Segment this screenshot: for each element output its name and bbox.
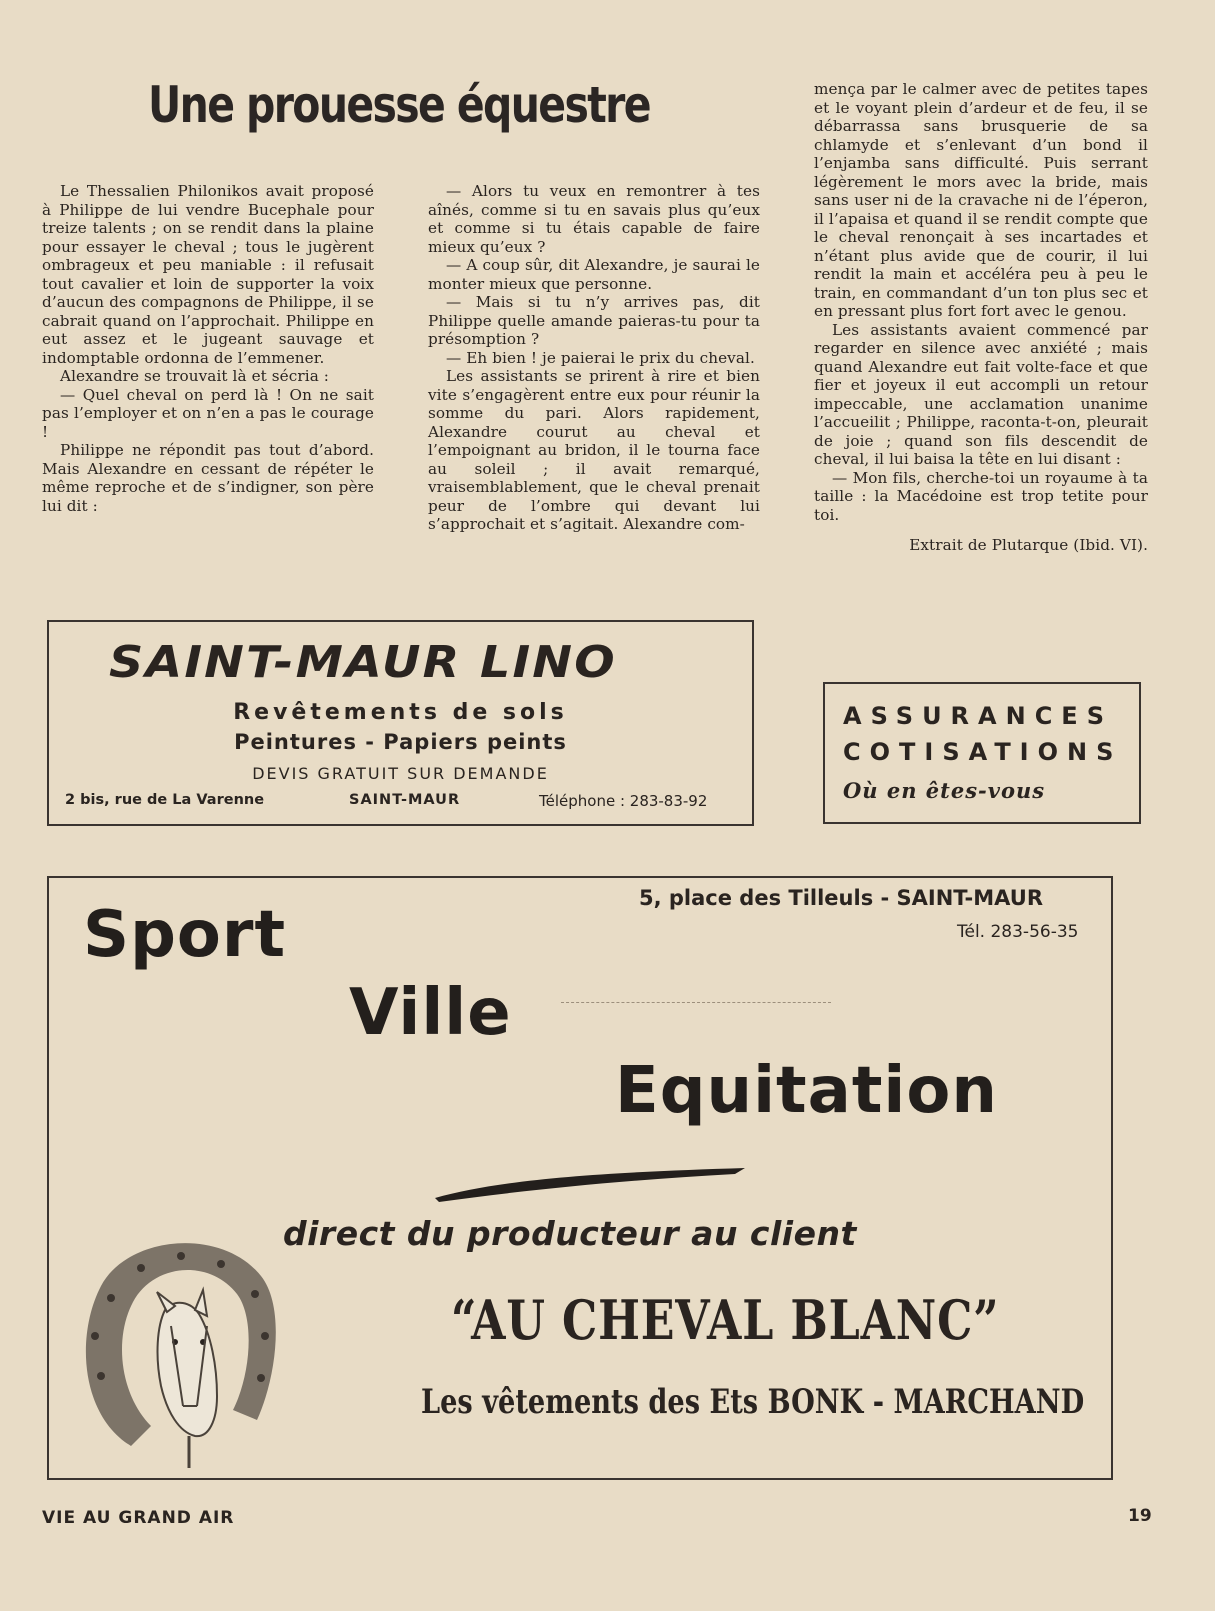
paragraph: Philippe ne répondit pas tout d’abord. Mais Alexandre en cessant de répéter le même reproche et de s’indigner, son père lui dit : <box>42 441 374 515</box>
decorative-dashed-line <box>561 1002 831 1003</box>
ad-assurances-line2: COTISATIONS <box>843 738 1123 766</box>
article-credit: Extrait de Plutarque (Ibid. VI). <box>909 536 1148 554</box>
article-column-2 <box>428 182 760 534</box>
paragraph: — A coup sûr, dit Alexandre, je saurai le monter mieux que personne. <box>428 256 760 293</box>
paragraph: Le Thessalien Philonikos avait proposé à Philippe de lui vendre Bucephale pour treize talents ; on se rendit dans la plaine pour essayer le cheval ; tous le jugèrent ombrageux et peu maniable : il refusait tout cavalier et loin de supporter la voix d’aucun des compagnons de Philippe, il se cabrait quand on l’approchait. Philippe en eut assez et le jugeant sauvage et indomptable ordonna de l’emmener. <box>42 182 374 367</box>
paragraph: Les assistants se prirent à rire et bien vite s’engagèrent entre eux pour réunir la somme du pari. Alors rapidement, Alexandre courut au cheval et l’empoignant au bridon, il le tourna face au soleil ; il avait remarqué, vraisemblablement, que le cheval prenait peur de l’ombre qui devant lui s’approchait et s’agitait. Alexandre com- <box>428 367 760 533</box>
paragraph: — Mais si tu n’y arrives pas, dit Philippe quelle amande paieras-tu pour ta présomption ? <box>428 293 760 348</box>
ad-sport-phone: Tél. 283-56-35 <box>957 922 1079 942</box>
paragraph: — Alors tu veux en remontrer à tes aînés, comme si tu en savais plus qu’eux et comme si tu étais capable de faire mieux qu’eux ? <box>428 182 760 256</box>
ad-lino-line2: Peintures - Papiers peints <box>234 730 567 754</box>
paragraph: — Quel cheval on perd là ! On ne sait pas l’employer et on n’en a pas le courage ! <box>42 385 374 441</box>
ad-word-sport: Sport <box>83 898 287 972</box>
ad-saint-maur-lino <box>47 620 754 826</box>
swoosh-icon <box>435 1168 745 1202</box>
ad-assurances-line1: ASSURANCES <box>843 702 1113 730</box>
ad-word-equitation: Equitation <box>615 1054 998 1128</box>
ad-lino-phone: Téléphone : 283-83-92 <box>539 792 708 810</box>
article-column-3 <box>814 80 1148 555</box>
footer-page-number: 19 <box>1128 1506 1152 1526</box>
ad-assurances-line3: Où en êtes-vous <box>843 778 1046 803</box>
paragraph: — Mon fils, cherche-toi un royaume à ta taille : la Macédoine est trop tetite pour toi. <box>814 468 1148 524</box>
paragraph: — Eh bien ! je paierai le prix du cheval. <box>446 348 755 367</box>
ad-lino-address: 2 bis, rue de La Varenne <box>65 792 265 808</box>
article-column-1 <box>42 182 374 515</box>
ad-lino-city: SAINT-MAUR <box>349 792 461 808</box>
ad-sport-brand: Les vêtements des Ets BONK - MARCHAND <box>421 1382 1085 1422</box>
ad-sport-address: 5, place des Tilleuls - SAINT-MAUR <box>639 886 1043 910</box>
ad-lino-line3: DEVIS GRATUIT SUR DEMANDE <box>252 764 549 783</box>
paragraph: Alexandre se trouvait là et sécria : <box>60 367 329 385</box>
ad-sport-ville-equitation <box>47 876 1113 1480</box>
paragraph: Les assistants avaient commencé par regarder en silence avec anxiété ; mais quand Alexandre eut fait volte-face et que fier et joyeux il eut accompli un retour impeccable, une acclamation unanime l’accueilit ; Philippe, raconta-t-on, pleurait de joie ; quand son fils descendit de cheval, il lui baisa la tête en lui disant : <box>814 320 1148 468</box>
ad-sport-shop-name: “AU CHEVAL BLANC” <box>450 1288 1000 1352</box>
footer-magazine-name: VIE AU GRAND AIR <box>42 1508 235 1528</box>
ad-assurances <box>823 682 1141 824</box>
ad-word-ville: Ville <box>349 976 512 1050</box>
ad-sport-slogan: direct du producteur au client <box>283 1214 857 1253</box>
article-title: Une prouesse équestre <box>148 76 650 134</box>
paragraph: mença par le calmer avec de petites tapes et le voyant plein d’ardeur et de feu, il se débarrassa sans brusquerie de sa chlamyde et s’enlevant d’un bond il l’enjamba sans difficulté. Puis serrant légèrement le mors avec la bride, mais sans user ni de la cravache ni de l’éperon, il l’apaisa et quand il se rendit compte que le cheval renonçait à ses incartades et n’étant plus avide que de courir, il lui rendit la main et accéléra peu à peu le train, en commandant d’un ton plus sec et en pressant plus fort fort avec le genou. <box>814 80 1148 320</box>
ad-lino-line1: Revêtements de sols <box>233 700 568 725</box>
ad-lino-name: SAINT-MAUR LINO <box>109 637 617 688</box>
